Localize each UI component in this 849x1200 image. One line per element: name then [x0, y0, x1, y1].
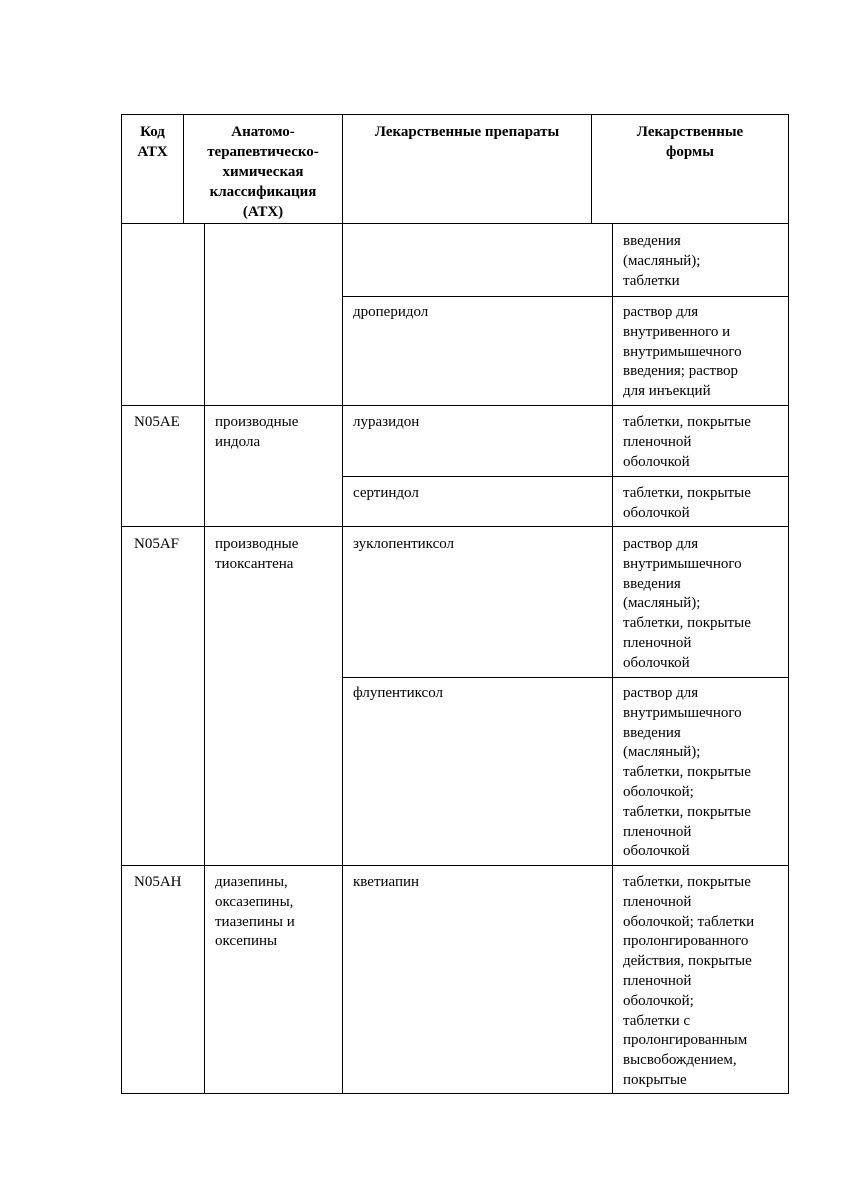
table-right-border	[788, 114, 789, 1094]
body-col-divider	[204, 223, 205, 1094]
row-divider	[342, 296, 789, 297]
form-cell: таблетки, покрытые пленочной оболочкой; таблетки пролонгированного действия, покрытые пленочной оболочкой; таблетки с пролонгированным высвобождением, покрытые	[623, 874, 755, 1088]
atc-code-cell: N05AF	[134, 536, 180, 552]
header-forms: Лекарственные формы	[636, 124, 744, 160]
atc-code-cell: N05AH	[134, 874, 182, 890]
row-divider	[342, 476, 789, 477]
classification-cell: производные индола	[215, 414, 299, 450]
drug-cell: луразидон	[353, 414, 420, 430]
form-cell: раствор для внутримышечного введения (масляный); таблетки, покрытые оболочкой; таблетки, покрытые пленочной оболочкой	[623, 685, 751, 860]
header-classification: Анатомо- терапевтическо- химическая классификация (АТХ)	[207, 124, 319, 220]
drug-cell: флупентиксол	[353, 685, 443, 701]
form-cell: таблетки, покрытые пленочной оболочкой	[623, 414, 751, 470]
header-code: Код АТХ	[137, 124, 168, 160]
table-top-border	[121, 114, 789, 115]
header-drugs: Лекарственные препараты	[374, 124, 560, 140]
col-divider	[342, 114, 343, 1094]
row-divider	[121, 405, 789, 406]
drug-cell: кветиапин	[353, 874, 420, 890]
table-bottom-border	[121, 1093, 789, 1094]
classification-cell: производные тиоксантена	[215, 536, 299, 572]
form-cell: введения (масляный); таблетки	[623, 233, 701, 289]
atc-code-cell: N05AE	[134, 414, 180, 430]
drug-cell: сертиндол	[353, 485, 419, 501]
form-cell: раствор для внутривенного и внутримышечного введения; раствор для инъекций	[623, 304, 742, 400]
drug-cell: дроперидол	[353, 304, 429, 320]
row-divider	[121, 526, 789, 527]
body-col-divider	[612, 223, 613, 1094]
table-left-border	[121, 114, 122, 1094]
drug-cell: зуклопентиксол	[353, 536, 455, 552]
form-cell: раствор для внутримышечного введения (масляный); таблетки, покрытые пленочной оболочкой	[623, 536, 751, 671]
header-bottom-border	[121, 223, 789, 224]
form-cell: таблетки, покрытые оболочкой	[623, 485, 751, 521]
row-divider	[342, 677, 789, 678]
row-divider	[121, 865, 789, 866]
classification-cell: диазепины, оксазепины, тиазепины и оксепины	[215, 874, 295, 950]
